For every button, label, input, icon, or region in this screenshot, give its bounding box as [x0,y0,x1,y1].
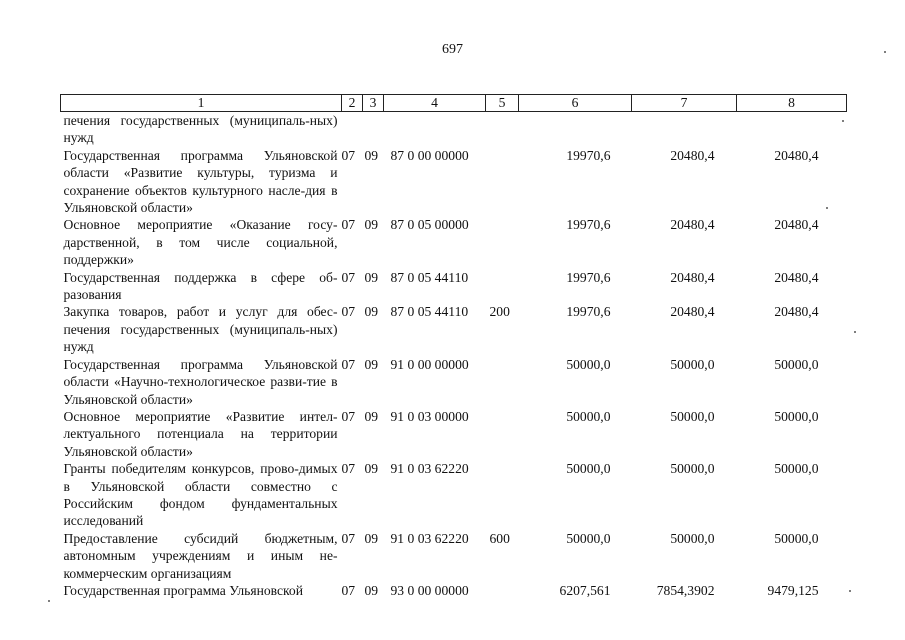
row-description: Основное мероприятие «Развитие интел-лектуального потенциала на территории Ульяновской области» [63,408,338,459]
header-col-3: 3 [363,95,384,112]
row-subsection: 09 [364,269,379,285]
row-subsection: 09 [364,530,379,546]
row-amount-col7: 50000,0 [670,356,715,372]
row-expense-type [486,147,519,217]
row-expense-type: 600 [489,530,510,546]
row-amount-col8: 50000,0 [774,408,819,424]
row-section: 07 [341,147,356,163]
row-amount-col6: 19970,6 [566,304,611,320]
row-section [342,112,363,147]
row-target-article: 91 0 03 62220 [390,461,469,477]
scan-speck [884,51,886,53]
row-target-article: 91 0 00 00000 [390,356,469,372]
row-amount-col6: 50000,0 [566,408,611,424]
row-subsection: 09 [364,217,379,233]
scan-speck [849,590,851,592]
header-col-5: 5 [486,95,519,112]
row-expense-type [486,112,519,147]
row-expense-type [486,269,519,304]
row-expense-type [486,216,519,268]
row-amount-col6: 6207,561 [559,582,611,598]
row-expense-type [486,460,519,530]
row-amount-col8: 50000,0 [774,530,819,546]
row-subsection: 09 [364,147,379,163]
row-amount-col8: 9479,125 [767,582,819,598]
row-target-article: 87 0 05 44110 [390,269,469,285]
row-target-article: 87 0 05 00000 [390,217,469,233]
table-row [61,530,847,582]
row-description: Основное мероприятие «Оказание госу-дарственной, в том числе социальной, поддержки» [63,217,338,268]
row-description: Государственная программа Ульяновской области «Развитие культуры, туризма и сохранение объектов культурного насле-дия в Ульяновской области» [63,147,338,216]
row-description: Гранты победителям конкурсов, прово-димых в Ульяновской области совместно с Российским фондом фундаментальных исследований [63,461,338,529]
header-col-7: 7 [632,95,737,112]
row-subsection: 09 [364,461,379,477]
row-expense-type [486,356,519,408]
row-description: Предоставление субсидий бюджетным, автономным учреждениям и иным не-коммерческим организациям [63,530,338,581]
row-subsection: 09 [364,356,379,372]
row-target-article [384,112,486,147]
scan-speck [826,207,828,209]
row-section: 07 [341,461,356,477]
row-amount-col7: 50000,0 [670,530,715,546]
row-amount-col8: 20480,4 [774,304,819,320]
row-amount-col7: 20480,4 [670,147,715,163]
row-section: 07 [341,408,356,424]
row-section: 07 [341,582,356,598]
row-amount-col7: 50000,0 [670,408,715,424]
scan-speck [842,120,844,122]
row-description: Государственная программа Ульяновской [63,582,303,598]
page-number: 697 [442,42,463,57]
row-subsection: 09 [364,304,379,320]
row-amount-col8: 50000,0 [774,356,819,372]
row-expense-type: 200 [489,304,510,320]
table-row [61,582,847,599]
row-amount-col6: 19970,6 [566,147,611,163]
table-row [61,112,847,147]
table-row [61,460,847,530]
row-description: Государственная поддержка в сфере об-разования [63,269,338,303]
budget-table [60,94,847,599]
row-subsection: 09 [364,408,379,424]
row-section: 07 [341,304,356,320]
row-expense-type [486,408,519,460]
table-row [61,408,847,460]
header-col-4: 4 [384,95,486,112]
row-amount-col7: 20480,4 [670,217,715,233]
table-row [61,303,847,355]
row-amount-col8: 20480,4 [774,269,819,285]
row-expense-type [486,582,519,599]
scan-speck [48,600,50,602]
row-section: 07 [341,217,356,233]
row-amount-col6: 50000,0 [566,461,611,477]
row-target-article: 91 0 03 62220 [390,530,469,546]
row-description: печения государственных (муниципаль-ных) нужд [63,113,338,146]
row-amount-col7: 7854,3902 [656,582,715,598]
row-description: Закупка товаров, работ и услуг для обес-печения государственных (муниципаль-ных) нужд [63,304,338,355]
row-target-article: 93 0 00 00000 [390,582,469,598]
header-row [61,95,847,112]
row-amount-col8: 20480,4 [774,147,819,163]
table-row [61,269,847,304]
row-amount-col6: 19970,6 [566,269,611,285]
row-target-article: 87 0 00 00000 [390,147,469,163]
table-row [61,147,847,217]
row-subsection: 09 [364,582,379,598]
row-section: 07 [341,356,356,372]
row-amount-col6 [519,112,632,147]
row-amount-col6: 50000,0 [566,356,611,372]
row-amount-col8: 20480,4 [774,217,819,233]
row-amount-col7: 20480,4 [670,304,715,320]
row-amount-col7 [632,112,737,147]
row-description: Государственная программа Ульяновской области «Научно-технологическое разви-тие в Ульяновской области» [63,356,338,407]
row-amount-col8 [737,112,847,147]
header-col-2: 2 [342,95,363,112]
table-row [61,216,847,268]
table-row [61,356,847,408]
row-amount-col7: 50000,0 [670,461,715,477]
row-target-article: 87 0 05 44110 [390,304,469,320]
row-section: 07 [341,269,356,285]
row-amount-col7: 20480,4 [670,269,715,285]
row-amount-col6: 50000,0 [566,530,611,546]
row-amount-col8: 50000,0 [774,461,819,477]
row-amount-col6: 19970,6 [566,217,611,233]
row-subsection [363,112,384,147]
header-col-6: 6 [519,95,632,112]
row-section: 07 [341,530,356,546]
header-col-1: 1 [61,95,342,112]
header-col-8: 8 [737,95,847,112]
scan-speck [854,331,856,333]
row-target-article: 91 0 03 00000 [390,408,469,424]
